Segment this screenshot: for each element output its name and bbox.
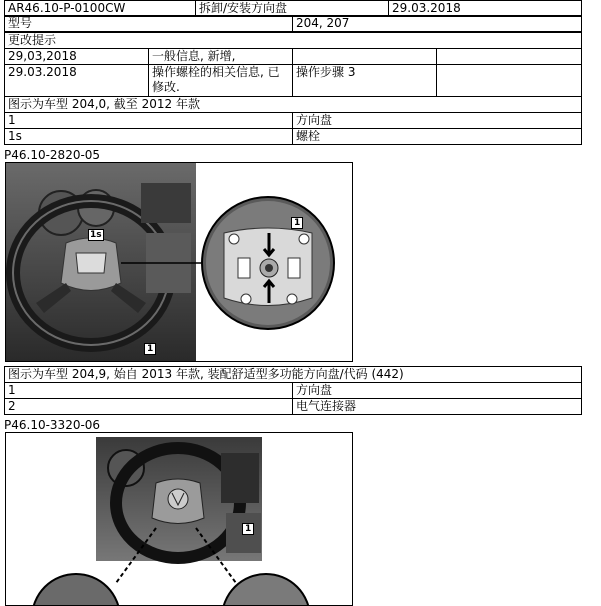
change-text: 操作螺栓的相关信息, 已修改. <box>149 65 293 97</box>
doc-title: 拆卸/安装方向盘 <box>196 1 389 17</box>
figure1-illustration <box>5 162 353 362</box>
steering-wheel-photo <box>6 163 352 361</box>
legend-label: 螺栓 <box>293 129 582 145</box>
callout-1: 1 <box>242 523 254 535</box>
model-value: 204, 207 <box>293 16 582 32</box>
legend-num: 1s <box>5 129 293 145</box>
model-label: 型号 <box>5 16 293 32</box>
doc-id: AR46.10-P-0100CW <box>5 1 196 17</box>
model-table <box>4 15 582 32</box>
change-ref: 操作步骤 3 <box>293 65 437 97</box>
legend-num: 1 <box>5 113 293 129</box>
figure1-id: P46.10-2820-05 <box>4 148 101 162</box>
change-ref <box>293 49 437 65</box>
doc-date: 29.03.2018 <box>389 1 582 17</box>
legend-label: 方向盘 <box>293 383 582 399</box>
change-empty <box>437 49 582 65</box>
figure2-id: P46.10-3320-06 <box>4 418 101 432</box>
change-date: 29.03.2018 <box>5 65 149 97</box>
change-date: 29,03,2018 <box>5 49 149 65</box>
figure1-legend-table <box>4 96 582 145</box>
figure2-heading: 图示为车型 204,9, 始自 2013 年款, 装配舒适型多功能方向盘/代码 (442) <box>5 367 582 383</box>
callout-1: 1 <box>144 343 156 355</box>
callout-1: 1 <box>291 217 303 229</box>
legend-num: 2 <box>5 399 293 415</box>
legend-label: 方向盘 <box>293 113 582 129</box>
callout-1s: 1s <box>90 230 102 240</box>
change-empty <box>437 65 582 97</box>
change-text: 一般信息, 新增, <box>149 49 293 65</box>
legend-label: 电气连接器 <box>293 399 582 415</box>
change-notes-label: 更改提示 <box>5 33 582 49</box>
figure1-heading: 图示为车型 204,0, 截至 2012 年款 <box>5 97 582 113</box>
figure2-legend-table <box>4 366 582 415</box>
change-notes-table <box>4 32 582 97</box>
legend-num: 1 <box>5 383 293 399</box>
figure2-illustration <box>5 432 353 606</box>
steering-wheel-photo-2 <box>6 433 352 605</box>
